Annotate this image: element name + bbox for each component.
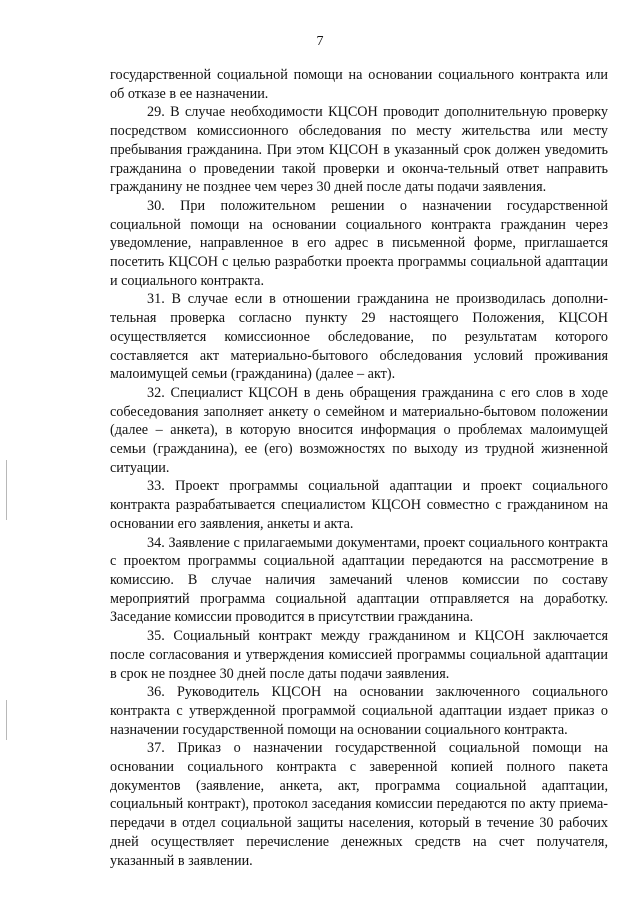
paragraph-36: 36. Руководитель КЦСОН на основании заключенного социального контракта с утвержденной программой социальной адаптации издает приказ о назначении государственной помощи на основании социального контракта. [110, 684, 608, 738]
paragraph-29: 29. В случае необходимости КЦСОН проводит дополнительную проверку посредством комиссионного обследования по месту жительства или месту пребывания гражданина. При этом КЦСОН в указанный срок должен уведомить гражданина о проведении такой проверки и оконча-тельный ответ направить гражданину не позднее чем через 30 дней после даты подачи заявления. [110, 104, 608, 196]
paragraph-32: 32. Специалист КЦСОН в день обращения гражданина с его слов в ходе собеседования заполняет анкету о семейном и материально-бытовом положении (далее – анкета), в которую вносится информация о проблемах малоимущей семьи (гражданина), ее (его) возможностях по выходу из трудной жизненной ситуации. [110, 384, 608, 476]
paragraph-31: 31. В случае если в отношении гражданина не производилась дополни-тельная проверка согласно пункту 29 настоящего Положения, КЦСОН осуществляется комиссионное обследование, по результатам которого составляется акт материально-бытового обследования условий проживания малоимущей семьи (гражданина) (далее – акт). [110, 291, 608, 383]
paragraph-34: 34. Заявление с прилагаемыми документами, проект социального контракта с проектом программы социальной адаптации передаются на рассмотрение в комиссию. В случае наличия замечаний членов комиссии по составу мероприятий программа социальной адаптации отправляется на доработку. Заседание комиссии проводится в присутствии гражданина. [110, 534, 608, 626]
scan-edge-mark [6, 460, 7, 520]
page-number: 7 [316, 34, 324, 49]
document-body [110, 66, 608, 870]
paragraph-37: 37. Приказ о назначении государственной социальной помощи на основании социального контракта с заверенной копией полного пакета документов (заявление, анкета, акт, программа социальной адаптации, социальный контракт), протокол заседания комиссии передаются по акту приема-передачи в отдел социальной защиты населения, который в течение 30 рабочих дней осуществляет перечисление денежных средств на счет получателя, указанный в заявлении. [110, 740, 608, 869]
paragraph-35: 35. Социальный контракт между гражданином и КЦСОН заключается после согласования и утверждения комиссией программы социальной адаптации в срок не позднее 30 дней после даты подачи заявления. [110, 628, 608, 682]
scan-edge-mark [6, 700, 7, 740]
paragraph-continuation: государственной социальной помощи на основании социального контракта или об отказе в ее назначении. [110, 67, 608, 102]
paragraph-33: 33. Проект программы социальной адаптации и проект социального контракта разрабатывается специалистом КЦСОН совместно с гражданином на основании его заявления, анкеты и акта. [110, 478, 608, 532]
paragraph-30: 30. При положительном решении о назначении государственной социальной помощи на основании социального контракта гражданин через уведомление, направленное в его адрес в письменной форме, приглашается посетить КЦСОН с целью разработки проекта программы социальной адаптации и социального контракта. [110, 197, 608, 289]
